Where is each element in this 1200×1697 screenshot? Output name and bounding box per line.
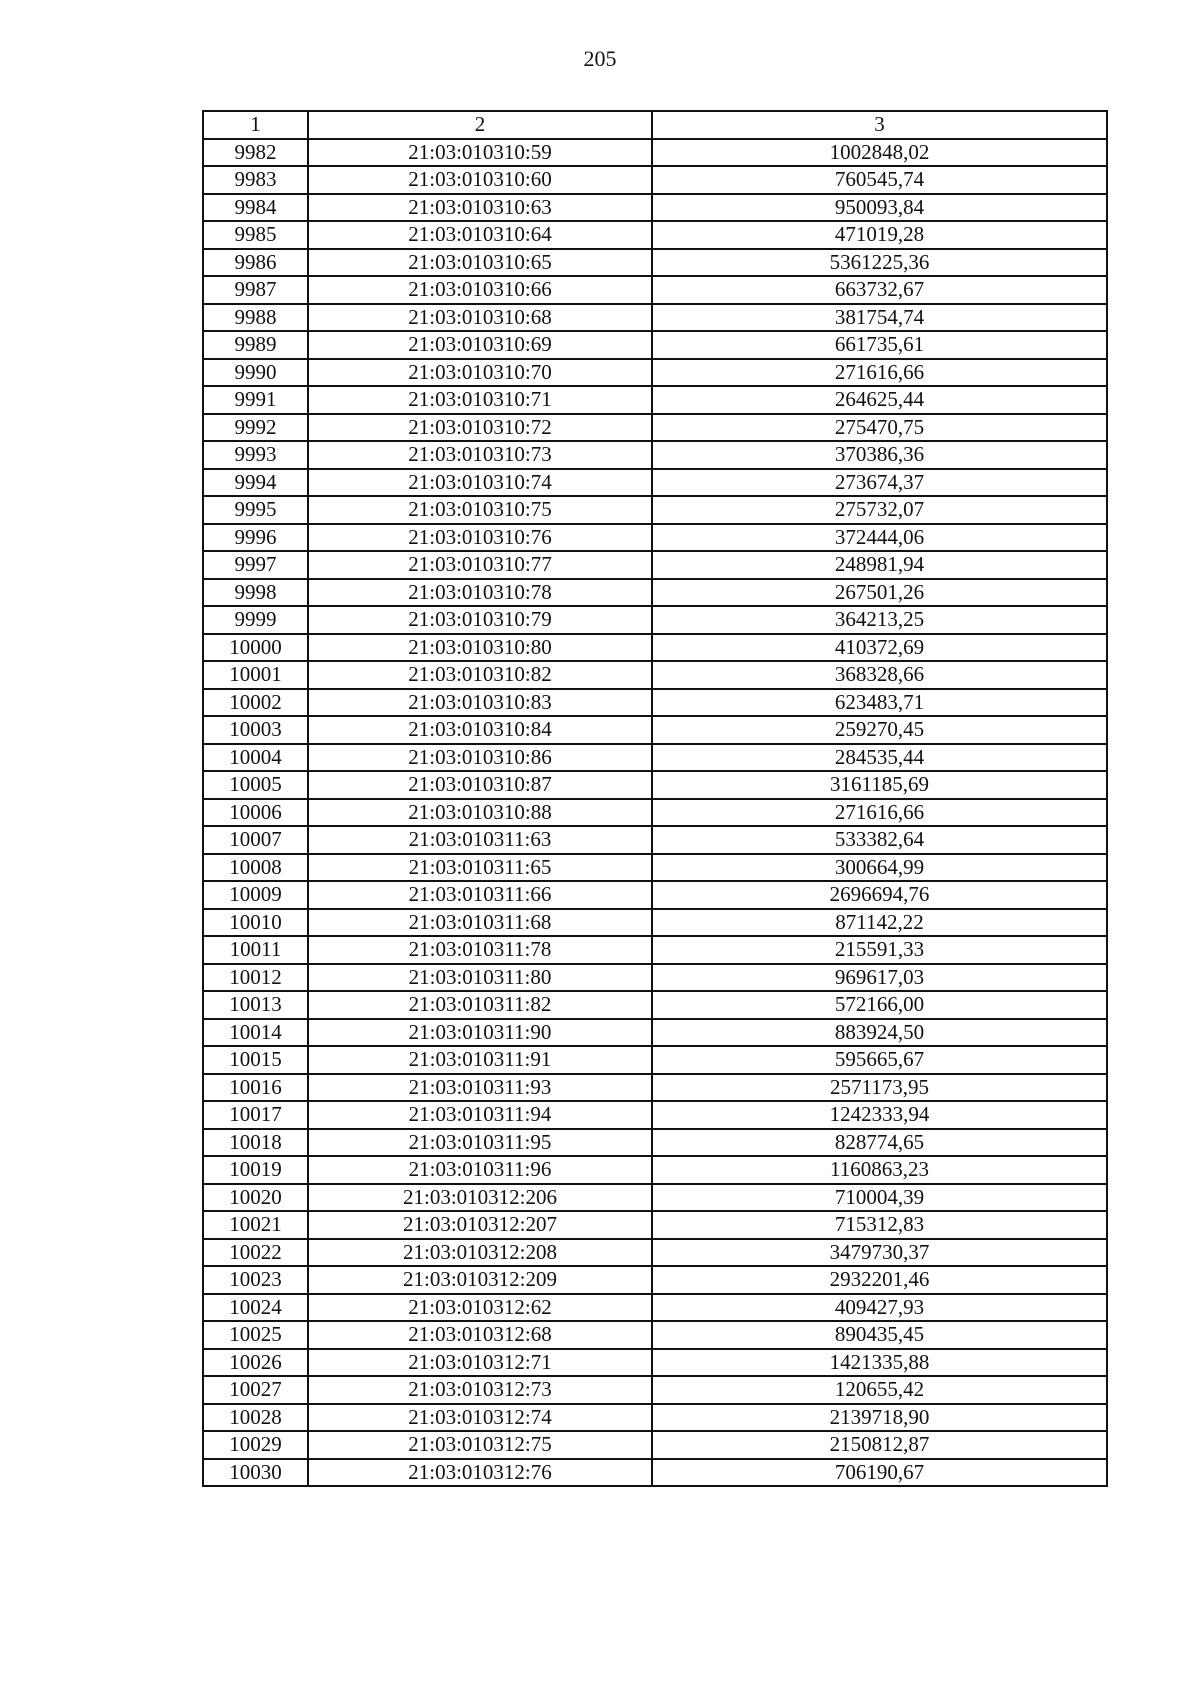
cadastral-number-cell: 21:03:010310:76 xyxy=(308,524,652,552)
cadastral-value-cell: 410372,69 xyxy=(652,634,1107,662)
cadastral-number-cell: 21:03:010310:83 xyxy=(308,689,652,717)
table-row xyxy=(203,166,1107,194)
table-row xyxy=(203,826,1107,854)
table-row xyxy=(203,991,1107,1019)
cadastral-number-cell: 21:03:010312:209 xyxy=(308,1266,652,1294)
cadastral-number-cell: 21:03:010312:71 xyxy=(308,1349,652,1377)
row-number-cell: 10007 xyxy=(203,826,308,854)
cadastral-number-cell: 21:03:010310:84 xyxy=(308,716,652,744)
cadastral-number-cell: 21:03:010312:68 xyxy=(308,1321,652,1349)
table-row xyxy=(203,771,1107,799)
header-col-1: 1 xyxy=(203,111,308,139)
cadastral-value-cell: 381754,74 xyxy=(652,304,1107,332)
cadastral-number-cell: 21:03:010310:80 xyxy=(308,634,652,662)
cadastral-number-cell: 21:03:010311:91 xyxy=(308,1046,652,1074)
cadastral-value-cell: 264625,44 xyxy=(652,386,1107,414)
header-col-3: 3 xyxy=(652,111,1107,139)
row-number-cell: 10014 xyxy=(203,1019,308,1047)
table-row xyxy=(203,276,1107,304)
row-number-cell: 10020 xyxy=(203,1184,308,1212)
cadastral-value-cell: 368328,66 xyxy=(652,661,1107,689)
row-number-cell: 10010 xyxy=(203,909,308,937)
cadastral-value-cell: 370386,36 xyxy=(652,441,1107,469)
cadastral-value-cell: 710004,39 xyxy=(652,1184,1107,1212)
cadastral-value-table xyxy=(202,110,1108,1487)
cadastral-number-cell: 21:03:010311:68 xyxy=(308,909,652,937)
table-row xyxy=(203,634,1107,662)
cadastral-number-cell: 21:03:010312:62 xyxy=(308,1294,652,1322)
row-number-cell: 10009 xyxy=(203,881,308,909)
cadastral-value-cell: 2932201,46 xyxy=(652,1266,1107,1294)
row-number-cell: 9992 xyxy=(203,414,308,442)
cadastral-number-cell: 21:03:010310:87 xyxy=(308,771,652,799)
table-row xyxy=(203,331,1107,359)
cadastral-value-cell: 760545,74 xyxy=(652,166,1107,194)
cadastral-value-cell: 275732,07 xyxy=(652,496,1107,524)
row-number-cell: 9991 xyxy=(203,386,308,414)
row-number-cell: 9993 xyxy=(203,441,308,469)
table-row xyxy=(203,496,1107,524)
row-number-cell: 9994 xyxy=(203,469,308,497)
table-row xyxy=(203,799,1107,827)
row-number-cell: 9989 xyxy=(203,331,308,359)
cadastral-value-cell: 715312,83 xyxy=(652,1211,1107,1239)
header-row xyxy=(203,111,1107,139)
cadastral-value-cell: 661735,61 xyxy=(652,331,1107,359)
table-row xyxy=(203,1211,1107,1239)
table-row xyxy=(203,936,1107,964)
table-row xyxy=(203,689,1107,717)
cadastral-value-cell: 950093,84 xyxy=(652,194,1107,222)
row-number-cell: 10011 xyxy=(203,936,308,964)
cadastral-value-cell: 969617,03 xyxy=(652,964,1107,992)
cadastral-number-cell: 21:03:010311:96 xyxy=(308,1156,652,1184)
table-row xyxy=(203,194,1107,222)
table-row xyxy=(203,139,1107,167)
row-number-cell: 9990 xyxy=(203,359,308,387)
cadastral-number-cell: 21:03:010310:82 xyxy=(308,661,652,689)
table-row xyxy=(203,1349,1107,1377)
row-number-cell: 9999 xyxy=(203,606,308,634)
cadastral-value-cell: 828774,65 xyxy=(652,1129,1107,1157)
cadastral-value-cell: 409427,93 xyxy=(652,1294,1107,1322)
cadastral-value-cell: 595665,67 xyxy=(652,1046,1107,1074)
cadastral-value-cell: 1421335,88 xyxy=(652,1349,1107,1377)
cadastral-number-cell: 21:03:010310:64 xyxy=(308,221,652,249)
cadastral-number-cell: 21:03:010310:71 xyxy=(308,386,652,414)
cadastral-number-cell: 21:03:010310:72 xyxy=(308,414,652,442)
table-row xyxy=(203,304,1107,332)
table-row xyxy=(203,1129,1107,1157)
cadastral-number-cell: 21:03:010310:75 xyxy=(308,496,652,524)
cadastral-value-cell: 663732,67 xyxy=(652,276,1107,304)
row-number-cell: 10013 xyxy=(203,991,308,1019)
cadastral-value-cell: 273674,37 xyxy=(652,469,1107,497)
row-number-cell: 9983 xyxy=(203,166,308,194)
table-row xyxy=(203,359,1107,387)
header-col-2: 2 xyxy=(308,111,652,139)
cadastral-value-cell: 1002848,02 xyxy=(652,139,1107,167)
row-number-cell: 10030 xyxy=(203,1459,308,1487)
table-row xyxy=(203,1266,1107,1294)
row-number-cell: 9995 xyxy=(203,496,308,524)
table-body xyxy=(203,139,1107,1487)
cadastral-value-cell: 267501,26 xyxy=(652,579,1107,607)
cadastral-number-cell: 21:03:010310:63 xyxy=(308,194,652,222)
row-number-cell: 10002 xyxy=(203,689,308,717)
cadastral-number-cell: 21:03:010310:59 xyxy=(308,139,652,167)
row-number-cell: 10027 xyxy=(203,1376,308,1404)
row-number-cell: 10026 xyxy=(203,1349,308,1377)
page-number: 205 xyxy=(583,46,617,71)
table-row xyxy=(203,1376,1107,1404)
row-number-cell: 10003 xyxy=(203,716,308,744)
cadastral-value-cell: 890435,45 xyxy=(652,1321,1107,1349)
cadastral-value-cell: 271616,66 xyxy=(652,359,1107,387)
cadastral-number-cell: 21:03:010312:208 xyxy=(308,1239,652,1267)
cadastral-value-cell: 1160863,23 xyxy=(652,1156,1107,1184)
cadastral-number-cell: 21:03:010311:82 xyxy=(308,991,652,1019)
row-number-cell: 10004 xyxy=(203,744,308,772)
cadastral-number-cell: 21:03:010310:68 xyxy=(308,304,652,332)
cadastral-number-cell: 21:03:010311:80 xyxy=(308,964,652,992)
row-number-cell: 10025 xyxy=(203,1321,308,1349)
table-row xyxy=(203,249,1107,277)
cadastral-number-cell: 21:03:010312:76 xyxy=(308,1459,652,1487)
row-number-cell: 10008 xyxy=(203,854,308,882)
row-number-cell: 10006 xyxy=(203,799,308,827)
table-row xyxy=(203,1321,1107,1349)
table-row xyxy=(203,881,1107,909)
cadastral-value-cell: 259270,45 xyxy=(652,716,1107,744)
row-number-cell: 10005 xyxy=(203,771,308,799)
table-row xyxy=(203,1431,1107,1459)
cadastral-value-cell: 871142,22 xyxy=(652,909,1107,937)
row-number-cell: 9998 xyxy=(203,579,308,607)
table-row xyxy=(203,1404,1107,1432)
cadastral-value-cell: 120655,42 xyxy=(652,1376,1107,1404)
table-row xyxy=(203,1239,1107,1267)
cadastral-value-cell: 883924,50 xyxy=(652,1019,1107,1047)
cadastral-value-cell: 2696694,76 xyxy=(652,881,1107,909)
row-number-cell: 10018 xyxy=(203,1129,308,1157)
row-number-cell: 10019 xyxy=(203,1156,308,1184)
cadastral-value-cell: 533382,64 xyxy=(652,826,1107,854)
table-row xyxy=(203,1184,1107,1212)
row-number-cell: 10000 xyxy=(203,634,308,662)
cadastral-value-cell: 364213,25 xyxy=(652,606,1107,634)
cadastral-number-cell: 21:03:010311:93 xyxy=(308,1074,652,1102)
row-number-cell: 10001 xyxy=(203,661,308,689)
cadastral-number-cell: 21:03:010310:74 xyxy=(308,469,652,497)
table-row xyxy=(203,551,1107,579)
table-row xyxy=(203,1101,1107,1129)
row-number-cell: 10016 xyxy=(203,1074,308,1102)
table-row xyxy=(203,1294,1107,1322)
cadastral-number-cell: 21:03:010312:75 xyxy=(308,1431,652,1459)
cadastral-value-cell: 372444,06 xyxy=(652,524,1107,552)
cadastral-number-cell: 21:03:010311:95 xyxy=(308,1129,652,1157)
table-row xyxy=(203,716,1107,744)
cadastral-value-cell: 300664,99 xyxy=(652,854,1107,882)
cadastral-value-cell: 5361225,36 xyxy=(652,249,1107,277)
cadastral-value-cell: 3479730,37 xyxy=(652,1239,1107,1267)
cadastral-value-cell: 271616,66 xyxy=(652,799,1107,827)
cadastral-number-cell: 21:03:010310:78 xyxy=(308,579,652,607)
table-row xyxy=(203,1156,1107,1184)
cadastral-number-cell: 21:03:010311:65 xyxy=(308,854,652,882)
cadastral-number-cell: 21:03:010310:88 xyxy=(308,799,652,827)
row-number-cell: 9987 xyxy=(203,276,308,304)
table-row xyxy=(203,661,1107,689)
cadastral-number-cell: 21:03:010310:79 xyxy=(308,606,652,634)
row-number-cell: 10023 xyxy=(203,1266,308,1294)
row-number-cell: 10012 xyxy=(203,964,308,992)
row-number-cell: 9982 xyxy=(203,139,308,167)
cadastral-number-cell: 21:03:010310:86 xyxy=(308,744,652,772)
cadastral-number-cell: 21:03:010310:60 xyxy=(308,166,652,194)
cadastral-value-cell: 3161185,69 xyxy=(652,771,1107,799)
cadastral-value-cell: 275470,75 xyxy=(652,414,1107,442)
cadastral-value-cell: 215591,33 xyxy=(652,936,1107,964)
cadastral-value-cell: 248981,94 xyxy=(652,551,1107,579)
cadastral-value-cell: 706190,67 xyxy=(652,1459,1107,1487)
table-row xyxy=(203,441,1107,469)
table-row xyxy=(203,964,1107,992)
table-row xyxy=(203,1019,1107,1047)
cadastral-value-cell: 2571173,95 xyxy=(652,1074,1107,1102)
row-number-cell: 10017 xyxy=(203,1101,308,1129)
cadastral-value-cell: 572166,00 xyxy=(652,991,1107,1019)
table-row xyxy=(203,469,1107,497)
cadastral-value-cell: 2150812,87 xyxy=(652,1431,1107,1459)
table-row xyxy=(203,606,1107,634)
cadastral-number-cell: 21:03:010312:206 xyxy=(308,1184,652,1212)
row-number-cell: 10021 xyxy=(203,1211,308,1239)
table-row xyxy=(203,1074,1107,1102)
table-row xyxy=(203,909,1107,937)
row-number-cell: 9996 xyxy=(203,524,308,552)
cadastral-number-cell: 21:03:010310:65 xyxy=(308,249,652,277)
cadastral-value-cell: 1242333,94 xyxy=(652,1101,1107,1129)
cadastral-number-cell: 21:03:010311:90 xyxy=(308,1019,652,1047)
cadastral-value-cell: 2139718,90 xyxy=(652,1404,1107,1432)
cadastral-number-cell: 21:03:010310:73 xyxy=(308,441,652,469)
cadastral-number-cell: 21:03:010311:94 xyxy=(308,1101,652,1129)
row-number-cell: 10015 xyxy=(203,1046,308,1074)
cadastral-number-cell: 21:03:010312:74 xyxy=(308,1404,652,1432)
table-row xyxy=(203,854,1107,882)
cadastral-number-cell: 21:03:010312:207 xyxy=(308,1211,652,1239)
cadastral-number-cell: 21:03:010310:66 xyxy=(308,276,652,304)
cadastral-value-cell: 284535,44 xyxy=(652,744,1107,772)
row-number-cell: 9988 xyxy=(203,304,308,332)
row-number-cell: 10029 xyxy=(203,1431,308,1459)
table-row xyxy=(203,1459,1107,1487)
cadastral-number-cell: 21:03:010312:73 xyxy=(308,1376,652,1404)
row-number-cell: 9997 xyxy=(203,551,308,579)
row-number-cell: 10028 xyxy=(203,1404,308,1432)
cadastral-number-cell: 21:03:010311:63 xyxy=(308,826,652,854)
cadastral-number-cell: 21:03:010311:78 xyxy=(308,936,652,964)
row-number-cell: 9986 xyxy=(203,249,308,277)
cadastral-value-cell: 471019,28 xyxy=(652,221,1107,249)
table-row xyxy=(203,221,1107,249)
cadastral-number-cell: 21:03:010311:66 xyxy=(308,881,652,909)
row-number-cell: 9984 xyxy=(203,194,308,222)
table-row xyxy=(203,386,1107,414)
cadastral-number-cell: 21:03:010310:70 xyxy=(308,359,652,387)
table-row xyxy=(203,579,1107,607)
row-number-cell: 10022 xyxy=(203,1239,308,1267)
table-row xyxy=(203,524,1107,552)
row-number-cell: 9985 xyxy=(203,221,308,249)
table-row xyxy=(203,744,1107,772)
table-row xyxy=(203,414,1107,442)
cadastral-number-cell: 21:03:010310:69 xyxy=(308,331,652,359)
row-number-cell: 10024 xyxy=(203,1294,308,1322)
table-header xyxy=(203,111,1107,139)
table-row xyxy=(203,1046,1107,1074)
cadastral-number-cell: 21:03:010310:77 xyxy=(308,551,652,579)
cadastral-value-cell: 623483,71 xyxy=(652,689,1107,717)
